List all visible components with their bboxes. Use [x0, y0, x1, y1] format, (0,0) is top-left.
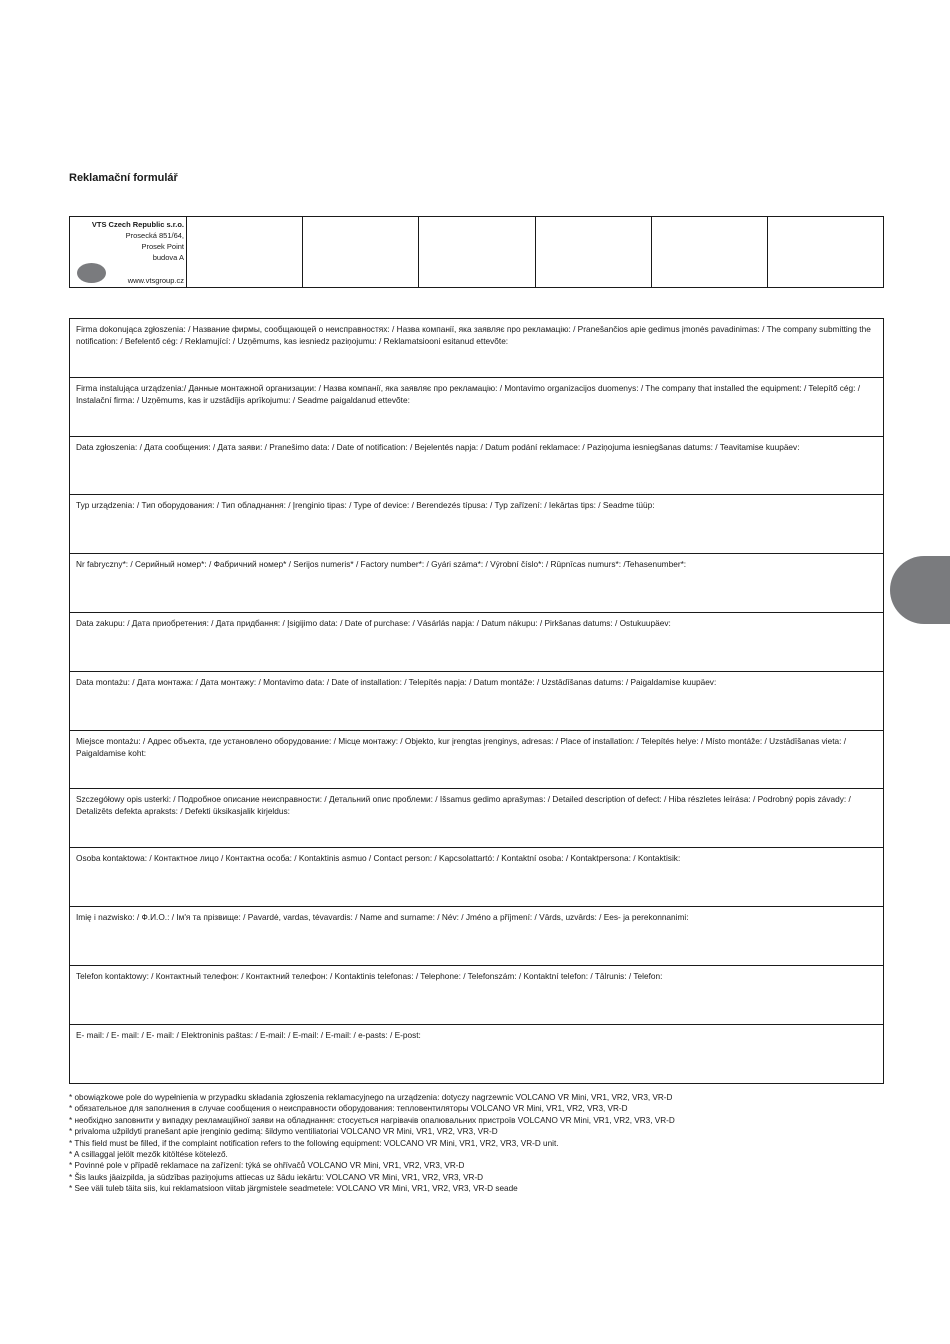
company-header-table — [69, 216, 884, 288]
header-empty-cell[interactable] — [419, 217, 535, 287]
footnote: * This field must be filled, if the complaint notification refers to the following equipment: VOLCANO VR Mini, VR1, VR2, VR3, VR-D unit. — [69, 1138, 559, 1148]
footnote: * необхідно заповнити у випадку рекламаційної заяви на обладнання: стосується нагрівачів опалювальних пристроїв VOLCANO VR Mini, VR1, VR2, VR3, VR-D — [69, 1115, 675, 1125]
footnote: * See väli tuleb täita siis, kui reklamatsioon viitab järgmistele seadmetele: VOLCANO VR Mini, VR1, VR2, VR3, VR-D seade — [69, 1184, 518, 1194]
field-defect-description[interactable]: Szczegółowy opis usterki: / Подробное описание неисправности: / Детальний опис проблеми: / Išsamus gedimo aprašymas: / Detailed description of defect: / Hiba részletes leírása: / Podrobný popis závady: / Detalizēts defekta apraksts: / Defekti üksikasjalik kirjeldus: — [70, 789, 883, 848]
field-factory-number[interactable]: Nr fabryczny*: / Серийный номер*: / Фабричний номер* / Serijos numeris* / Factory number*: / Gyári száma*: / Výrobní číslo*: / Rūpnīcas numurs*: /Tehasenumber*: — [70, 554, 883, 613]
field-installing-company[interactable]: Firma instalująca urządzenia:/ Данные монтажной организации: / Назва компанії, яка заявляє про рекламацію: / Montavimo organizacijos duomenys: / The company that installed the equipment: / Telepítő cég: / Instalační firma: / Uzņēmums, kas ir uzstādījis aprīkojumu: / Seadme paigaldanud ettevõte: — [70, 378, 883, 437]
field-installation-date[interactable]: Data montażu: / Дата монтажа: / Дата монтажу: / Montavimo data: / Date of installation: / Telepítés napja: / Datum montáže: / Uzstādīšanas datums: / Paigaldamise kuupäev: — [70, 672, 883, 731]
company-name: VTS Czech Republic s.r.o. — [91, 220, 184, 229]
field-email[interactable]: E- mail: / E- mail: / E- mail: / Elektroninis paštas: / E-mail: / E-mail: / E-mail: / e-pasts: / E-post: — [76, 1029, 421, 1040]
complaint-form — [69, 318, 884, 1084]
company-address-line-1: Prosecká 851/64, — [125, 231, 184, 240]
header-empty-cell[interactable] — [652, 217, 768, 287]
footnote: * обязательное для заполнения в случае сообщения о неисправности оборудования: тепловентиляторы VOLCANO VR Mini, VR1, VR2, VR3, VR-D — [69, 1104, 628, 1114]
field-reporting-company[interactable]: Firma dokonująca zgłoszenia: / Название фирмы, сообщающей о неисправностях: / Назва компанії, яка заявляє про рекламацію: / Pranešančios apie gedimus įmonės pavadinimas: / The company submitting the notification: / Befelentő cég: / Reklamující: / Uzņēmums, kas iesniedz paziņojumu: / Reklamatsiooni esitanud ettevõte: — [70, 319, 883, 378]
company-info-cell — [70, 217, 187, 287]
field-installation-place[interactable]: Miejsce montażu: / Адрес объекта, где установлено оборудование: / Місце монтажу: / Objekto, kur įrengtas įrenginys, adresas: / Place of installation: / Telepítés helye: / Místo montáže: / Uzstādīšanas vieta: / Paigaldamise koht: — [70, 731, 883, 790]
header-empty-cell[interactable] — [303, 217, 419, 287]
field-device-type[interactable]: Typ urządzenia: / Тип оборудования: / Тип обладнання: / Įrenginio tipas: / Type of device: / Berendezés típusa: / Typ zařízení: / Iekārtas tips: / Seadme tüüp: — [70, 495, 883, 554]
field-notification-date[interactable]: Data zgłoszenia: / Дата сообщения: / Дата заяви: / Pranešimo data: / Date of notification: / Bejelentés napja: / Datum podání reklamace: / Paziņojuma iesniegšanas datums: / Teavitamise kuupäev: — [70, 437, 883, 496]
header-empty-cell[interactable] — [768, 217, 883, 287]
company-address-line-2: Prosek Point — [141, 242, 184, 251]
field-name-surname[interactable]: Imię i nazwisko: / Ф.И.О.: / Ім'я та прізвище: / Pavardė, vardas, tėvavardis: / Name and surname: / Név: / Jméno a příjmení: / Vārds, uzvārds: / Ees- ja perekonnanimi: — [70, 907, 883, 966]
footnotes — [69, 1092, 869, 1195]
footnote: * A csillaggal jelölt mezők kitöltése kötelező. — [69, 1150, 228, 1160]
page-title: Reklamační formulář — [69, 172, 178, 184]
field-purchase-date[interactable]: Data zakupu: / Дата приобретения: / Дата придбання: / Įsigijimo data: / Date of purchase: / Vásárlás napja: / Datum nákupu: / Pirkšanas datums: / Ostukuupäev: — [70, 613, 883, 672]
company-logo-icon — [77, 263, 106, 283]
side-tab-marker — [890, 556, 950, 624]
footnote: * obowiązkowe pole do wypełnienia w przypadku składania zgłoszenia reklamacyjnego na urządzenia: dotyczy nagrzewnic VOLCANO VR Mini, VR1, VR2, VR3, VR-D — [69, 1093, 673, 1102]
footnote: * Šis lauks jāaizpilda, ja sūdzības paziņojums attiecas uz šādu iekārtu: VOLCANO VR Mini, VR1, VR2, VR3, VR-D — [69, 1172, 484, 1182]
header-empty-cell[interactable] — [536, 217, 652, 287]
company-address-line-3: budova A — [152, 253, 184, 262]
company-website: www.vtsgroup.cz — [127, 276, 184, 285]
field-contact-person[interactable]: Osoba kontaktowa: / Контактное лицо / Контактна особа: / Kontaktinis asmuo / Contact person: / Kapcsolattartó: / Kontaktní osoba: / Kontaktpersona: / Kontaktisik: — [70, 848, 883, 907]
field-telephone[interactable]: Telefon kontaktowy: / Контактный телефон: / Контактний телефон: / Kontaktinis telefonas: / Telephone: / Telefonszám: / Kontaktní telefon: / Tālrunis: / Telefon: — [70, 966, 883, 1025]
header-empty-cell[interactable] — [187, 217, 303, 287]
footnote: * Povinné pole v případě reklamace na zařízení: týká se ohřívačů VOLCANO VR Mini, VR1, VR2, VR3, VR-D — [69, 1161, 465, 1171]
footnote: * privaloma užpildyti pranešant apie įrenginio gedimą: šildymo ventiliatoriai VOLCANO VR Mini, VR1, VR2, VR3, VR-D — [69, 1127, 498, 1137]
